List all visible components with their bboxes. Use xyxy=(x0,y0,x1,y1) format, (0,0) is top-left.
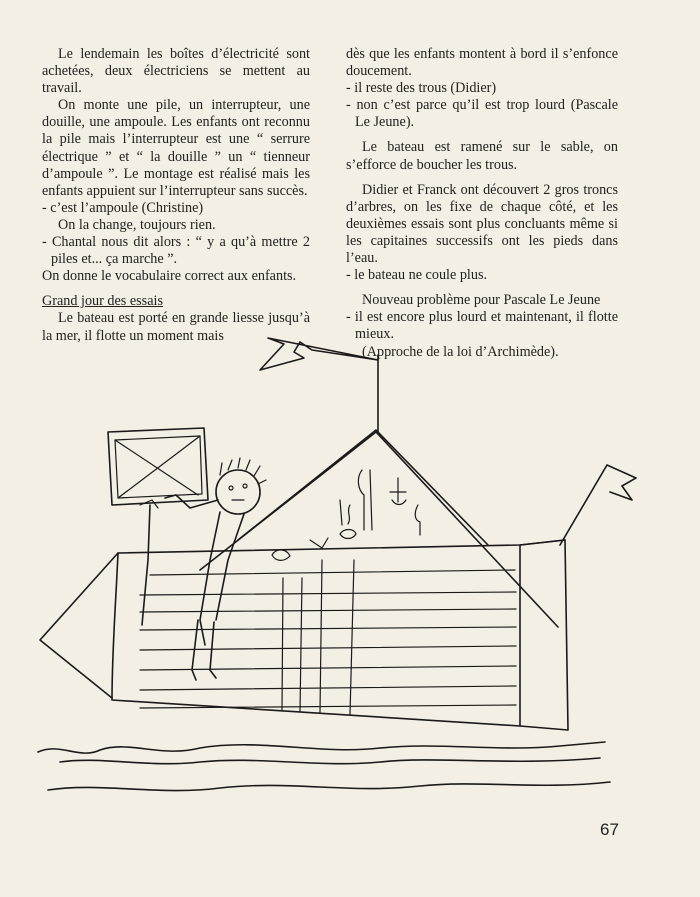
hull-plank xyxy=(140,609,516,612)
rigging-line xyxy=(376,432,558,627)
paragraph: On donne le vocabulaire correct aux enfants. xyxy=(42,268,297,285)
figure-arm-left xyxy=(142,505,150,625)
paragraph: (Approche de la loi d’Archimède). xyxy=(362,343,559,360)
stern-block xyxy=(520,540,568,730)
figure-arm xyxy=(176,495,218,508)
figure-body xyxy=(216,514,244,620)
wave xyxy=(48,782,610,791)
wave xyxy=(38,742,605,753)
hull-post xyxy=(282,578,283,710)
paragraph: Le bateau est porté en grande liesse jusqu’à la mer, il flotte un moment mais xyxy=(42,310,310,344)
quote-line: - il reste des trous (Didier) xyxy=(346,80,497,97)
passenger xyxy=(272,550,290,561)
page-number: 67 xyxy=(600,820,619,839)
hull-top xyxy=(118,540,565,553)
quote-line: - non c’est parce qu’il est trop lourd (Pascale Le Jeune). xyxy=(346,97,618,131)
hull-post xyxy=(300,578,302,712)
figure-head xyxy=(216,470,260,514)
wave xyxy=(60,758,600,764)
passenger xyxy=(340,530,356,539)
hull-plank xyxy=(150,570,515,575)
paragraph: Le bateau est ramené sur le sable, on s’efforce de boucher les trous. xyxy=(346,139,618,173)
hull-plank xyxy=(140,646,516,650)
paragraph: On la change, toujours rien. xyxy=(58,216,216,233)
paragraph: Le lendemain les boîtes d’électricité sont achetées, deux électriciens se mettent au travail. xyxy=(42,46,310,97)
stern-flag xyxy=(560,465,636,545)
hull-post xyxy=(350,560,354,715)
quote-line: - c’est l’ampoule (Christine) xyxy=(42,199,204,216)
paragraph: Didier et Franck ont découvert 2 gros troncs d’arbres, on les fixe de chaque côté, et les deuxièmes essais sont plus concluants même si les capitaines successifs ont les pieds dans l’eau. xyxy=(346,181,618,267)
quote-line: - il est encore plus lourd et maintenant, il flotte mieux. xyxy=(346,309,618,343)
sail xyxy=(238,430,488,545)
anchor-icon xyxy=(390,478,406,505)
passenger xyxy=(358,470,364,530)
hull-plank xyxy=(140,686,516,690)
top-flag xyxy=(260,338,378,370)
figure-body xyxy=(200,512,220,645)
quote-line: - Chantal nous dit alors : “ y a qu’à mettre 2 piles et... ça marche ”. xyxy=(42,234,310,268)
hull-plank xyxy=(140,666,516,670)
hull-plank xyxy=(140,592,516,595)
crate-cross xyxy=(115,436,200,498)
section-heading: Grand jour des essais xyxy=(42,293,163,310)
quote-line: - le bateau ne coule plus. xyxy=(346,267,488,284)
passenger xyxy=(340,500,350,525)
paragraph: Nouveau problème pour Pascale Le Jeune xyxy=(362,292,601,309)
bow xyxy=(40,553,118,698)
passenger xyxy=(310,538,328,548)
hull-post xyxy=(320,560,322,712)
paragraph: dès que les enfants montent à bord il s’enfonce doucement. xyxy=(346,46,618,80)
passenger xyxy=(415,505,420,535)
paragraph: On monte une pile, un interrupteur, une douille, une ampoule. Les enfants ont reconnu la pile mais l’interrupteur est une “ serrure électrique ” et “ la douille ” un “ tienneur d’ampoule ”. Le montage est réalisé mais les enfants appuient sur l’interrupteur sans succès. xyxy=(42,97,310,199)
